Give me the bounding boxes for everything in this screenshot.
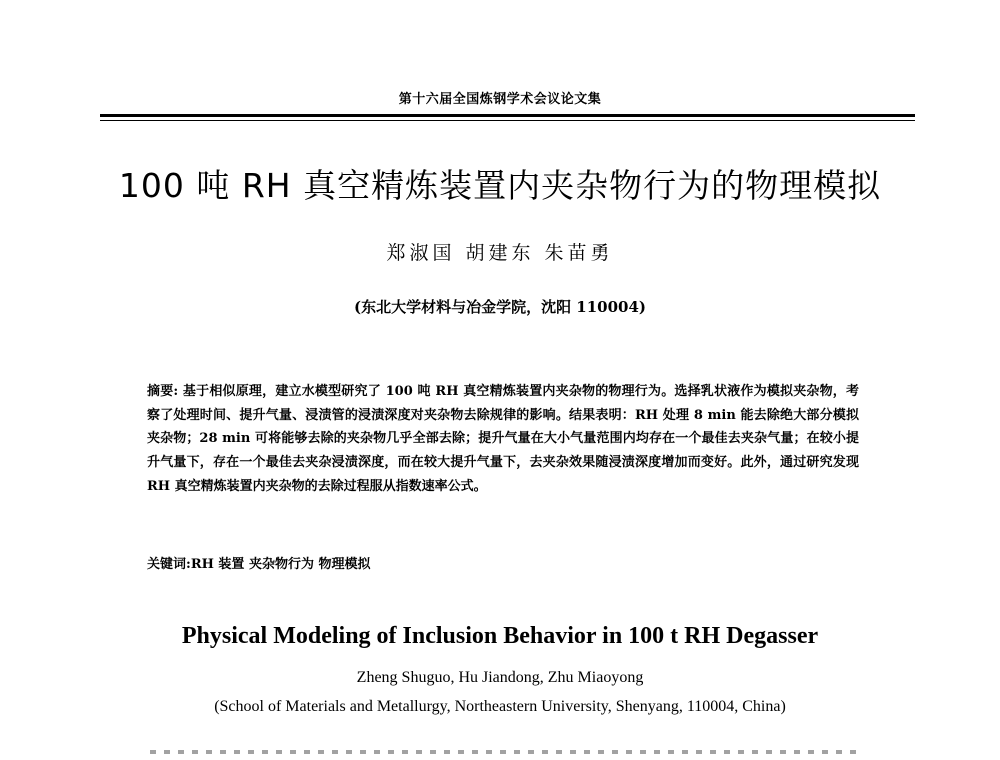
header-rule-thick	[100, 114, 915, 117]
authors-english: Zheng Shuguo, Hu Jiandong, Zhu Miaoyong	[356, 669, 644, 686]
keywords-label: 关键词:	[147, 557, 191, 572]
keywords-chinese	[147, 553, 859, 572]
authors-chinese: 郑淑国 胡建东 朱苗勇	[386, 242, 614, 264]
abstract-chinese	[147, 380, 859, 499]
header-rule-thin	[100, 120, 915, 121]
cropped-text-line	[150, 750, 860, 754]
keywords-text: RH 装置 夹杂物行为 物理模拟	[190, 557, 371, 572]
paper-title-chinese: 100 吨 RH 真空精炼装置内夹杂物行为的物理模拟	[118, 166, 882, 205]
affiliation-english: (School of Materials and Metallurgy, Northeastern University, Shenyang, 110004, China)	[214, 698, 786, 715]
abstract-label: 摘要:	[147, 384, 179, 399]
abstract-text: 基于相似原理，建立水模型研究了 100 吨 RH 真空精炼装置内夹杂物的物理行为。选择乳状液作为模拟夹杂物，考察了处理时间、提升气量、浸渍管的浸渍深度对夹杂物去除规律的影响。结果表明：RH 处理 8 min 能去除绝大部分模拟夹杂物；28 min 可将能够去除的夹杂物几乎全部去除；提升气量在大小气量范围内均存在一个最佳去夹杂气量；在较小提升气量下，存在一个最佳去夹杂浸渍深度，而在较大提升气量下，去夹杂效果随浸渍深度增加而变好。此外，通过研究发现 RH 真空精炼装置内夹杂物的去除过程服从指数速率公式。	[147, 384, 859, 494]
affiliation-chinese: (东北大学材料与冶金学院，沈阳 110004)	[353, 298, 647, 316]
running-header: 第十六届全国炼钢学术会议论文集	[398, 92, 602, 107]
paper-title-english: Physical Modeling of Inclusion Behavior in 100 t RH Degasser	[181, 623, 819, 649]
